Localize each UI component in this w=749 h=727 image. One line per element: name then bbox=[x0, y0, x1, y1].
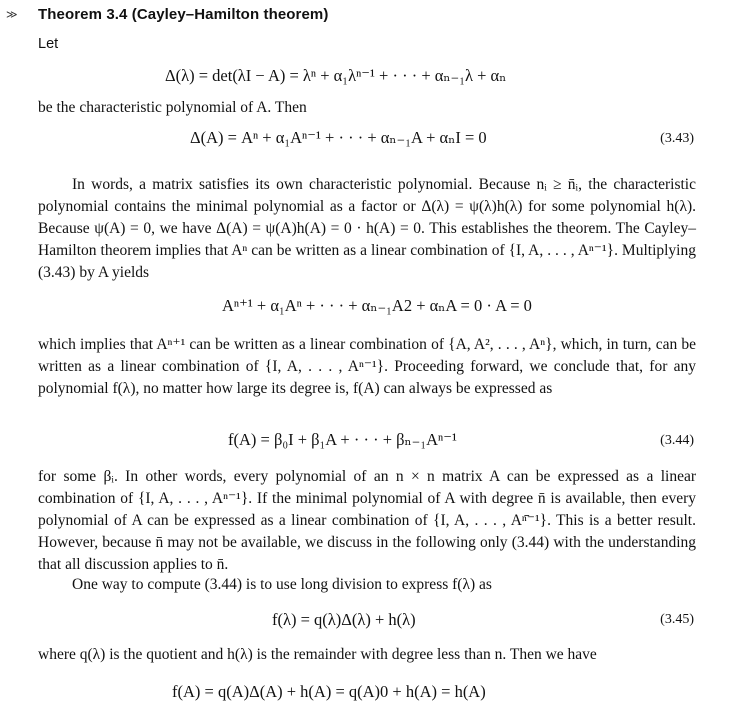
paragraph-proof: In words, a matrix satisfies its own characteristic polynomial. Because nᵢ ≥ n̄ᵢ, the characteristic polynomial contains the minimal polynomial as a factor or Δ(λ) = ψ(λ)h(λ) for some polynomial h(λ). Because ψ(A) = 0, we have Δ(A) = ψ(A)h(A) = 0 · h(A) = 0. This establishes the theorem. The Cayley–Hamilton theorem implies that Aⁿ can be written as a linear combination of {I, A, . . . , Aⁿ⁻¹}. Multiplying (3.43) by A yields bbox=[38, 176, 696, 281]
equation-number-3-45: (3.45) bbox=[660, 612, 694, 627]
equation-number-3-44: (3.44) bbox=[660, 433, 694, 448]
equation-characteristic-polynomial: Δ(λ) = det(λI − A) = λⁿ + α₁λⁿ⁻¹ + · · · + αₙ₋₁λ + αₙ bbox=[165, 66, 507, 85]
paragraph-quotient-remainder: where q(λ) is the quotient and h(λ) is the remainder with degree less than n. Then we have bbox=[38, 646, 597, 663]
paragraph-long-division: One way to compute (3.44) is to use long division to express f(λ) as bbox=[72, 576, 492, 593]
theorem-let: Let bbox=[38, 36, 59, 52]
equation-3-43: Δ(A) = Aⁿ + α₁Aⁿ⁻¹ + · · · + αₙ₋₁A + αₙI = 0 bbox=[190, 128, 487, 147]
theorem-statement-text: be the characteristic polynomial of A. Then bbox=[38, 99, 307, 116]
theorem-title: Theorem 3.4 (Cayley–Hamilton theorem) bbox=[38, 6, 329, 23]
equation-number-3-43: (3.43) bbox=[660, 131, 694, 146]
equation-multiply-by-a: Aⁿ⁺¹ + α₁Aⁿ + · · · + αₙ₋₁A2 + αₙA = 0 · A = 0 bbox=[222, 296, 532, 315]
equation-3-44: f(A) = β₀I + β₁A + · · · + βₙ₋₁Aⁿ⁻¹ bbox=[228, 430, 457, 449]
paragraph-minimal-polynomial: for some βᵢ. In other words, every polynomial of an n × n matrix A can be expressed as a linear combination of {I, A, . . . , Aⁿ⁻¹}. If the minimal polynomial of A with degree n̄ is available, then every polynomial of A can be expressed as a linear combination of {I, A, . . . , Aⁿ̄⁻¹}. This is a better result. However, because n̄ may not be available, we discuss in the following only (3.44) with the understanding that all discussion applies to n̄. bbox=[38, 468, 696, 573]
equation-3-45: f(λ) = q(λ)Δ(λ) + h(λ) bbox=[272, 610, 416, 629]
paragraph-linear-combination: which implies that Aⁿ⁺¹ can be written as a linear combination of {A, A², . . . , Aⁿ}, which, in turn, can be written as a linear combination of {I, A, . . . , Aⁿ⁻¹}. Proceeding forward, we conclude that, for any polynomial f(λ), no matter how large its degree is, f(A) can always be expressed as bbox=[38, 336, 696, 397]
margin-marker-icon: ≫ bbox=[6, 8, 18, 21]
equation-final: f(A) = q(A)Δ(A) + h(A) = q(A)0 + h(A) = h(A) bbox=[172, 682, 486, 701]
